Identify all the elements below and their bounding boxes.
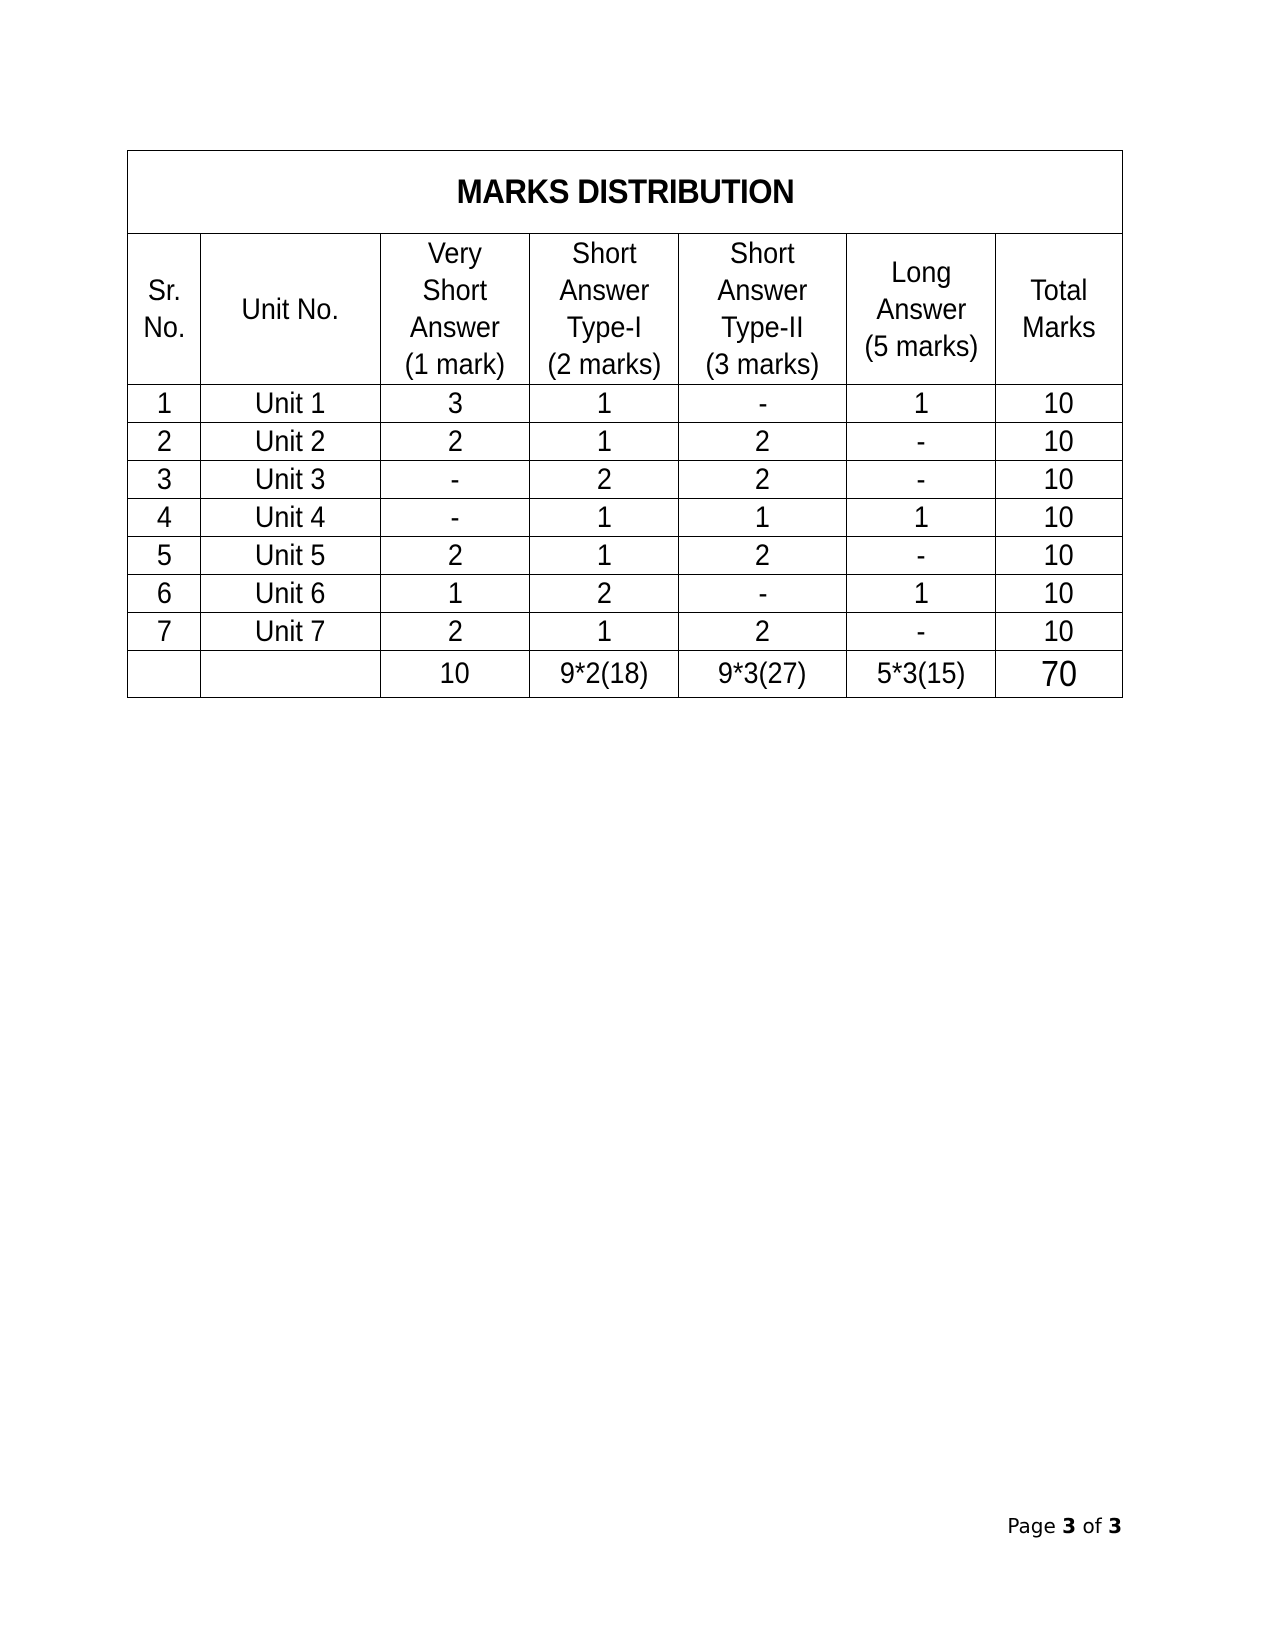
header-row [128, 234, 1123, 385]
cell-long: 1 [847, 499, 996, 537]
table-row [128, 423, 1123, 461]
cell-unit: Unit 3 [201, 461, 381, 499]
header-long-answer: Long Answer (5 marks) [847, 234, 996, 385]
cell-short-2: 2 [679, 613, 847, 651]
cell-short-1: 1 [530, 499, 679, 537]
cell-short-2: 2 [679, 461, 847, 499]
summary-long: 5*3(15) [847, 651, 996, 698]
cell-short-1: 2 [530, 575, 679, 613]
cell-long: - [847, 613, 996, 651]
cell-long: - [847, 461, 996, 499]
cell-long: 1 [847, 575, 996, 613]
cell-unit: Unit 4 [201, 499, 381, 537]
cell-total: 10 [996, 575, 1123, 613]
summary-unit [201, 651, 381, 698]
table-title: MARKS DISTRIBUTION [128, 151, 1123, 234]
cell-sr-no: 6 [128, 575, 201, 613]
cell-short-2: - [679, 385, 847, 423]
header-unit-no: Unit No. [201, 234, 381, 385]
table-row [128, 499, 1123, 537]
cell-long: - [847, 537, 996, 575]
cell-short-2: 1 [679, 499, 847, 537]
cell-short-2: - [679, 575, 847, 613]
cell-short-1: 1 [530, 423, 679, 461]
cell-sr-no: 7 [128, 613, 201, 651]
table-row [128, 575, 1123, 613]
cell-sr-no: 1 [128, 385, 201, 423]
cell-unit: Unit 1 [201, 385, 381, 423]
table-row [128, 461, 1123, 499]
cell-very-short: 2 [381, 423, 530, 461]
cell-very-short: - [381, 499, 530, 537]
summary-short-1: 9*2(18) [530, 651, 679, 698]
page-footer [1007, 1514, 1122, 1538]
header-total-marks: Total Marks [996, 234, 1123, 385]
cell-sr-no: 2 [128, 423, 201, 461]
cell-sr-no: 5 [128, 537, 201, 575]
cell-unit: Unit 2 [201, 423, 381, 461]
of-word: of [1082, 1514, 1102, 1538]
cell-very-short: 2 [381, 537, 530, 575]
header-sr-no: Sr. No. [128, 234, 201, 385]
cell-unit: Unit 7 [201, 613, 381, 651]
header-very-short-answer: Very Short Answer (1 mark) [381, 234, 530, 385]
summary-row [128, 651, 1123, 698]
cell-total: 10 [996, 461, 1123, 499]
summary-short-2: 9*3(27) [679, 651, 847, 698]
cell-total: 10 [996, 537, 1123, 575]
cell-short-2: 2 [679, 537, 847, 575]
page-number: 3 [1062, 1514, 1077, 1538]
cell-short-1: 2 [530, 461, 679, 499]
table-row [128, 537, 1123, 575]
page-word: Page [1007, 1514, 1056, 1538]
header-short-answer-type-2: Short Answer Type-II (3 marks) [679, 234, 847, 385]
summary-sr-no [128, 651, 201, 698]
table-row [128, 385, 1123, 423]
cell-short-1: 1 [530, 385, 679, 423]
cell-short-1: 1 [530, 613, 679, 651]
header-short-answer-type-1: Short Answer Type-I (2 marks) [530, 234, 679, 385]
cell-very-short: 1 [381, 575, 530, 613]
cell-unit: Unit 5 [201, 537, 381, 575]
page-total: 3 [1108, 1514, 1122, 1538]
cell-very-short: - [381, 461, 530, 499]
cell-long: 1 [847, 385, 996, 423]
table-row [128, 613, 1123, 651]
cell-sr-no: 4 [128, 499, 201, 537]
cell-short-2: 2 [679, 423, 847, 461]
summary-very-short: 10 [381, 651, 530, 698]
cell-unit: Unit 6 [201, 575, 381, 613]
cell-long: - [847, 423, 996, 461]
cell-sr-no: 3 [128, 461, 201, 499]
cell-total: 10 [996, 423, 1123, 461]
marks-distribution-table [127, 150, 1123, 698]
cell-total: 10 [996, 613, 1123, 651]
cell-total: 10 [996, 385, 1123, 423]
cell-very-short: 2 [381, 613, 530, 651]
cell-total: 10 [996, 499, 1123, 537]
cell-short-1: 1 [530, 537, 679, 575]
summary-grand-total: 70 [996, 651, 1123, 698]
cell-very-short: 3 [381, 385, 530, 423]
